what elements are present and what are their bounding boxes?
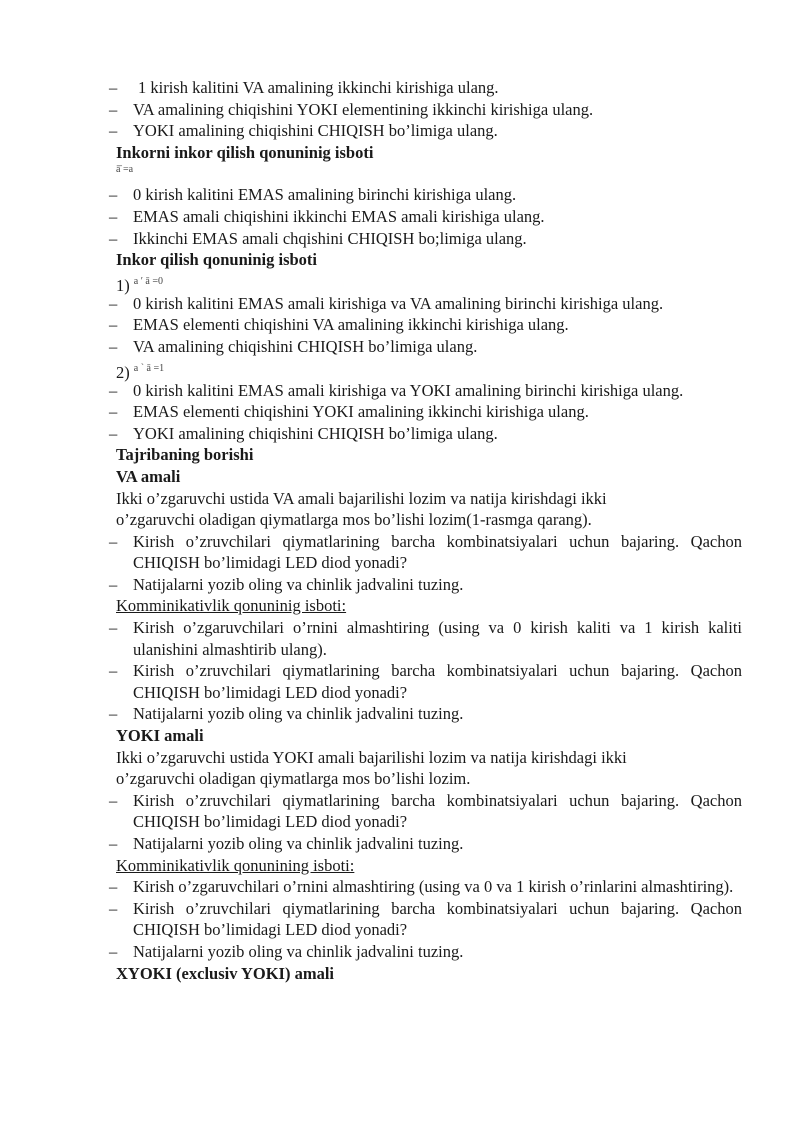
list-item [109, 380, 742, 402]
list-item [109, 617, 742, 660]
list-item-text: Kirish o’zgaruvchilari o’rnini almashtiring (using va 0 kirish kaliti va 1 kirish kaliti ulanishini almashtirib ulang). [133, 618, 742, 659]
list-item-text: Kirish o’zgaruvchilari o’rnini almashtiring (using va 0 va 1 kirish o’rinlarini almashtiring). [133, 877, 734, 897]
list-item-text: Natijalarni yozib oling va chinlik jadvalini tuzing. [133, 704, 464, 724]
dash-bullet: – [109, 121, 118, 141]
list-item [109, 423, 742, 445]
list-item [109, 574, 742, 596]
section-heading-xyoki: XYOKI (exclusiv YOKI) amali [116, 963, 335, 983]
dash-bullet: – [109, 185, 118, 205]
list-item [109, 228, 742, 250]
list-item [109, 184, 742, 206]
paragraph-line: Ikki o’zgaruvchi ustida VA amali bajarilishi lozim va natija kirishdagi ikki [116, 488, 607, 508]
list-item [109, 790, 742, 833]
section-heading-yoki: YOKI amali [116, 726, 204, 746]
dash-bullet: – [109, 78, 118, 97]
list-item-text: VA amalining chiqishini CHIQISH bo’limiga ulang. [133, 336, 478, 356]
list-item-text: 0 kirish kalitini EMAS amalining birinchi kirishiga ulang. [133, 185, 517, 205]
list-item [109, 314, 742, 336]
list-item-text: YOKI amalining chiqishini CHIQISH bo’limiga ulang. [133, 423, 498, 443]
numbered-formula-2 [109, 358, 742, 380]
formula-text: ā̄ =a [116, 164, 134, 176]
list-item-text: Natijalarni yozib oling va chinlik jadvalini tuzing. [133, 834, 464, 853]
dash-bullet: – [109, 402, 118, 422]
list-item [109, 120, 742, 142]
paragraph-line: o’zgaruvchi oladigan qiymatlarga mos bo’lishi lozim. [116, 769, 471, 789]
dash-bullet: – [109, 834, 118, 853]
list-item-text: Natijalarni yozib oling va chinlik jadvalini tuzing. [133, 941, 464, 961]
list-item-text: YOKI amalining chiqishini CHIQISH bo’limiga ulang. [133, 121, 498, 141]
list-item [109, 99, 742, 121]
list-item-text: Natijalarni yozib oling va chinlik jadvalini tuzing. [133, 574, 464, 594]
formula-text: a ʹ ā =0 [133, 275, 163, 287]
dash-bullet: – [109, 206, 118, 226]
list-item [109, 941, 742, 963]
dash-bullet: – [109, 898, 118, 918]
list-item-text: Ikkinchi EMAS amali chqishini CHIQISH bo;limiga ulang. [133, 228, 527, 248]
list-item-text: 1 kirish kalitini VA amalining ikkinchi kirishiga ulang. [138, 78, 499, 97]
list-item [109, 703, 742, 725]
list-item [109, 531, 742, 574]
list-item [109, 401, 742, 423]
dash-bullet: – [109, 99, 118, 119]
dash-bullet: – [109, 877, 118, 897]
list-item [109, 206, 742, 228]
paragraph-line: Ikki o’zgaruvchi ustida YOKI amali bajarilishi lozim va natija kirishdagi ikki [116, 747, 627, 767]
subheading-komminikativlik-1: Komminikativlik qonuninig isboti: [116, 596, 347, 616]
dash-bullet: – [109, 574, 118, 594]
list-item [109, 833, 742, 855]
dash-bullet: – [109, 531, 118, 551]
list-item-text: EMAS elementi chiqishini YOKI amalining ikkinchi kirishiga ulang. [133, 402, 589, 422]
dash-bullet: – [109, 293, 118, 313]
list-item-text: Kirish o’zruvchilari qiymatlarining barcha kombinatsiyalari uchun bajaring. Qachon CHIQISH bo’limidagi LED diod yonadi? [133, 661, 742, 702]
subheading-komminikativlik-2: Komminikativlik qonunining isboti: [116, 855, 355, 875]
dash-bullet: – [109, 704, 118, 724]
dash-bullet: – [109, 618, 118, 638]
list-item-text: 0 kirish kalitini EMAS amali kirishiga va YOKI amalining birinchi kirishiga ulang. [133, 380, 684, 400]
section-heading-inkorni: Inkorni inkor qilish qonuninig isboti [116, 142, 374, 162]
list-item-text: Kirish o’zruvchilari qiymatlarining barcha kombinatsiyalari uchun bajaring. Qachon CHIQISH bo’limidagi LED diod yonadi? [133, 790, 742, 832]
section-heading-tajriba: Tajribaning borishi [116, 445, 254, 465]
dash-bullet: – [109, 423, 118, 443]
numbered-formula-1 [109, 271, 742, 293]
dash-bullet: – [109, 336, 118, 356]
list-item [109, 660, 742, 703]
list-item-text: EMAS elementi chiqishini VA amalining ikkinchi kirishiga ulang. [133, 315, 569, 335]
document-body [109, 77, 742, 984]
list-item-text: EMAS amali chiqishini ikkinchi EMAS amali kirishiga ulang. [133, 206, 545, 226]
list-item [109, 898, 742, 941]
list-item [109, 336, 742, 358]
list-item [109, 876, 742, 898]
item-number: 2) [116, 362, 130, 382]
formula-double-negation [109, 163, 742, 184]
formula-text: a ˋ ā =1 [133, 362, 165, 374]
list-item-text: Kirish o’zruvchilari qiymatlarining barcha kombinatsiyalari uchun bajaring. Qachon CHIQISH bo’limidagi LED diod yonadi? [133, 531, 742, 573]
list-item [109, 293, 742, 315]
dash-bullet: – [109, 661, 118, 681]
list-item-text: 0 kirish kalitini EMAS amali kirishiga va VA amalining birinchi kirishiga ulang. [133, 293, 664, 313]
dash-bullet: – [109, 941, 118, 961]
dash-bullet: – [109, 380, 118, 400]
section-heading-va: VA amali [116, 466, 181, 486]
dash-bullet: – [109, 790, 118, 810]
dash-bullet: – [109, 228, 118, 248]
paragraph-line: o’zgaruvchi oladigan qiymatlarga mos bo’lishi lozim(1-rasmga qarang). [116, 510, 592, 530]
section-heading-inkor: Inkor qilish qonuninig isboti [116, 250, 318, 270]
dash-bullet: – [109, 315, 118, 335]
list-item [109, 77, 742, 99]
item-number: 1) [116, 275, 130, 295]
list-item-text: VA amalining chiqishini YOKI elementining ikkinchi kirishiga ulang. [133, 99, 594, 119]
list-item-text: Kirish o’zruvchilari qiymatlarining barcha kombinatsiyalari uchun bajaring. Qachon CHIQISH bo’limidagi LED diod yonadi? [133, 898, 742, 940]
